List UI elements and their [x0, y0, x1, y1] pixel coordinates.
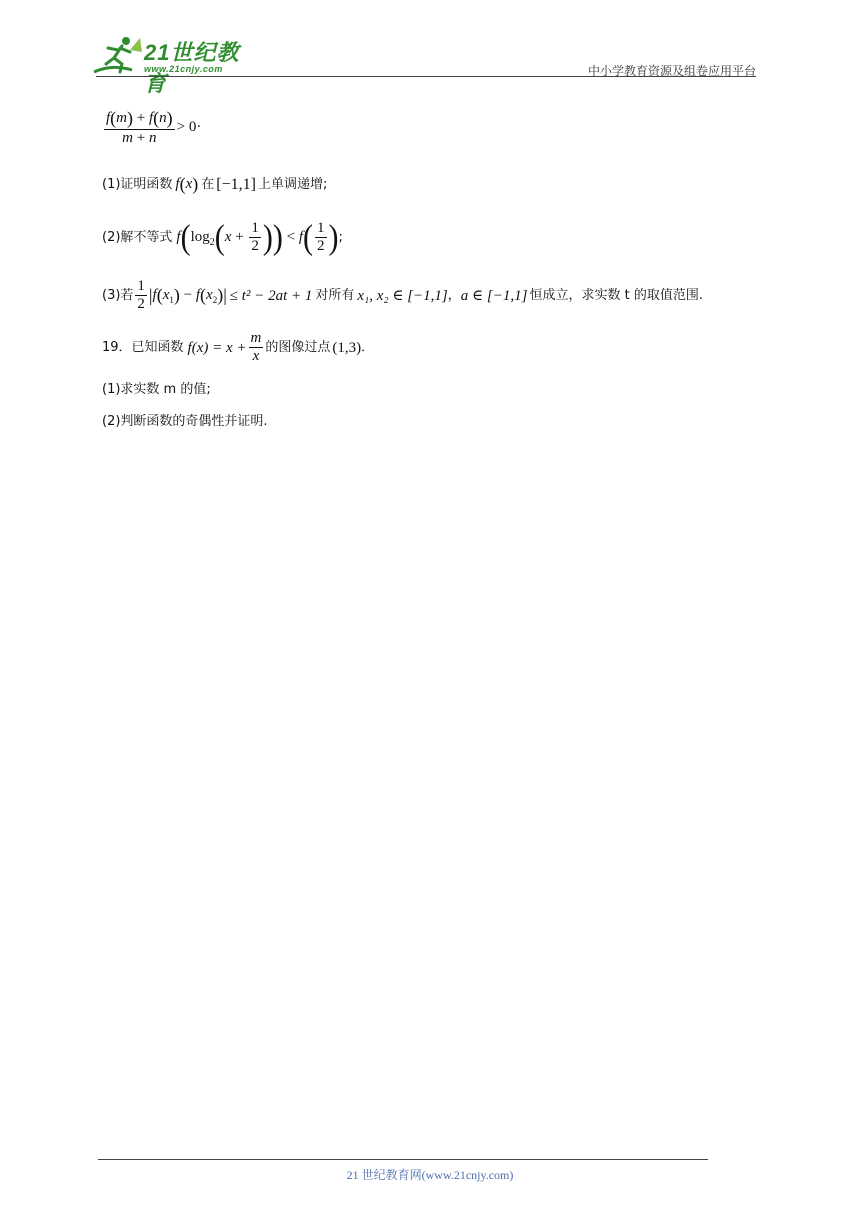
footer-text: 21 世纪教育网(www.21cnjy.com)	[346, 1168, 514, 1182]
condition-tail: > 0·	[176, 119, 202, 136]
part3-mid: 对所有	[315, 287, 355, 303]
runner-logo-icon	[92, 34, 144, 76]
problem18-part2	[102, 220, 343, 256]
part3-tail: 恒成立，求实数 t 的取值范围.	[529, 287, 703, 303]
page-footer	[0, 1166, 860, 1183]
site-tagline: 中小学教育资源及组卷应用平台	[587, 64, 756, 78]
part3-abs-expr: $\frac{1}{2}$ $|f(x_1) - f(x_2)|$	[137, 278, 227, 313]
part1-tail: 上单调递增;	[257, 177, 328, 192]
problem19-fraction	[249, 330, 264, 366]
condition-fraction: $\frac{f(m) + f(n)}{m + n}$	[106, 108, 173, 146]
problem19-number: 19．已知函数	[102, 339, 184, 355]
problem19-point: (1,3)	[332, 339, 362, 356]
site-logo	[92, 34, 262, 96]
part1-func: f(x)	[175, 174, 199, 194]
condition-line	[102, 108, 201, 147]
logo-text: 21世纪教育	[144, 40, 240, 96]
part3-ineq: ≤ t² − 2at + 1	[229, 287, 313, 304]
part3-vars: x₁, x₂ ∈ [−1,1]	[357, 287, 448, 304]
part3-a-cond: a ∈ [−1,1]	[460, 287, 528, 304]
problem19-end: ．	[361, 339, 375, 355]
page-header	[0, 0, 860, 96]
problem18-part1	[102, 174, 327, 196]
problem19-part2: (2)判断函数的奇偶性并证明.	[102, 414, 268, 429]
footer-divider	[98, 1159, 708, 1160]
header-divider	[96, 76, 756, 77]
problem18-part3	[102, 278, 703, 314]
part2-label: (2)解不等式	[102, 229, 173, 245]
part2-tail: ;	[338, 229, 343, 245]
part3-sep: ，	[447, 287, 461, 303]
part3-label: (3)若	[102, 287, 134, 303]
part2-inequality: $f(\log_2(x$ + $\frac{1}{2}$ )) < f( $\frac{1}{2}$ )	[176, 218, 339, 257]
problem19-mid: 的图像过点	[265, 339, 331, 355]
fraction-numerator: m	[250, 330, 262, 346]
part1-mid: 在	[201, 177, 215, 192]
part1-label: (1)证明函数	[102, 177, 173, 192]
logo-url: www.21cnjy.com	[144, 64, 223, 74]
fraction-denominator: x	[252, 348, 260, 365]
problem19-stem	[102, 330, 374, 366]
problem19-part1: (1)求实数 m 的值;	[102, 382, 211, 397]
problem19-func: f(x) = x +	[187, 339, 247, 356]
part1-interval: [−1,1]	[216, 176, 256, 194]
